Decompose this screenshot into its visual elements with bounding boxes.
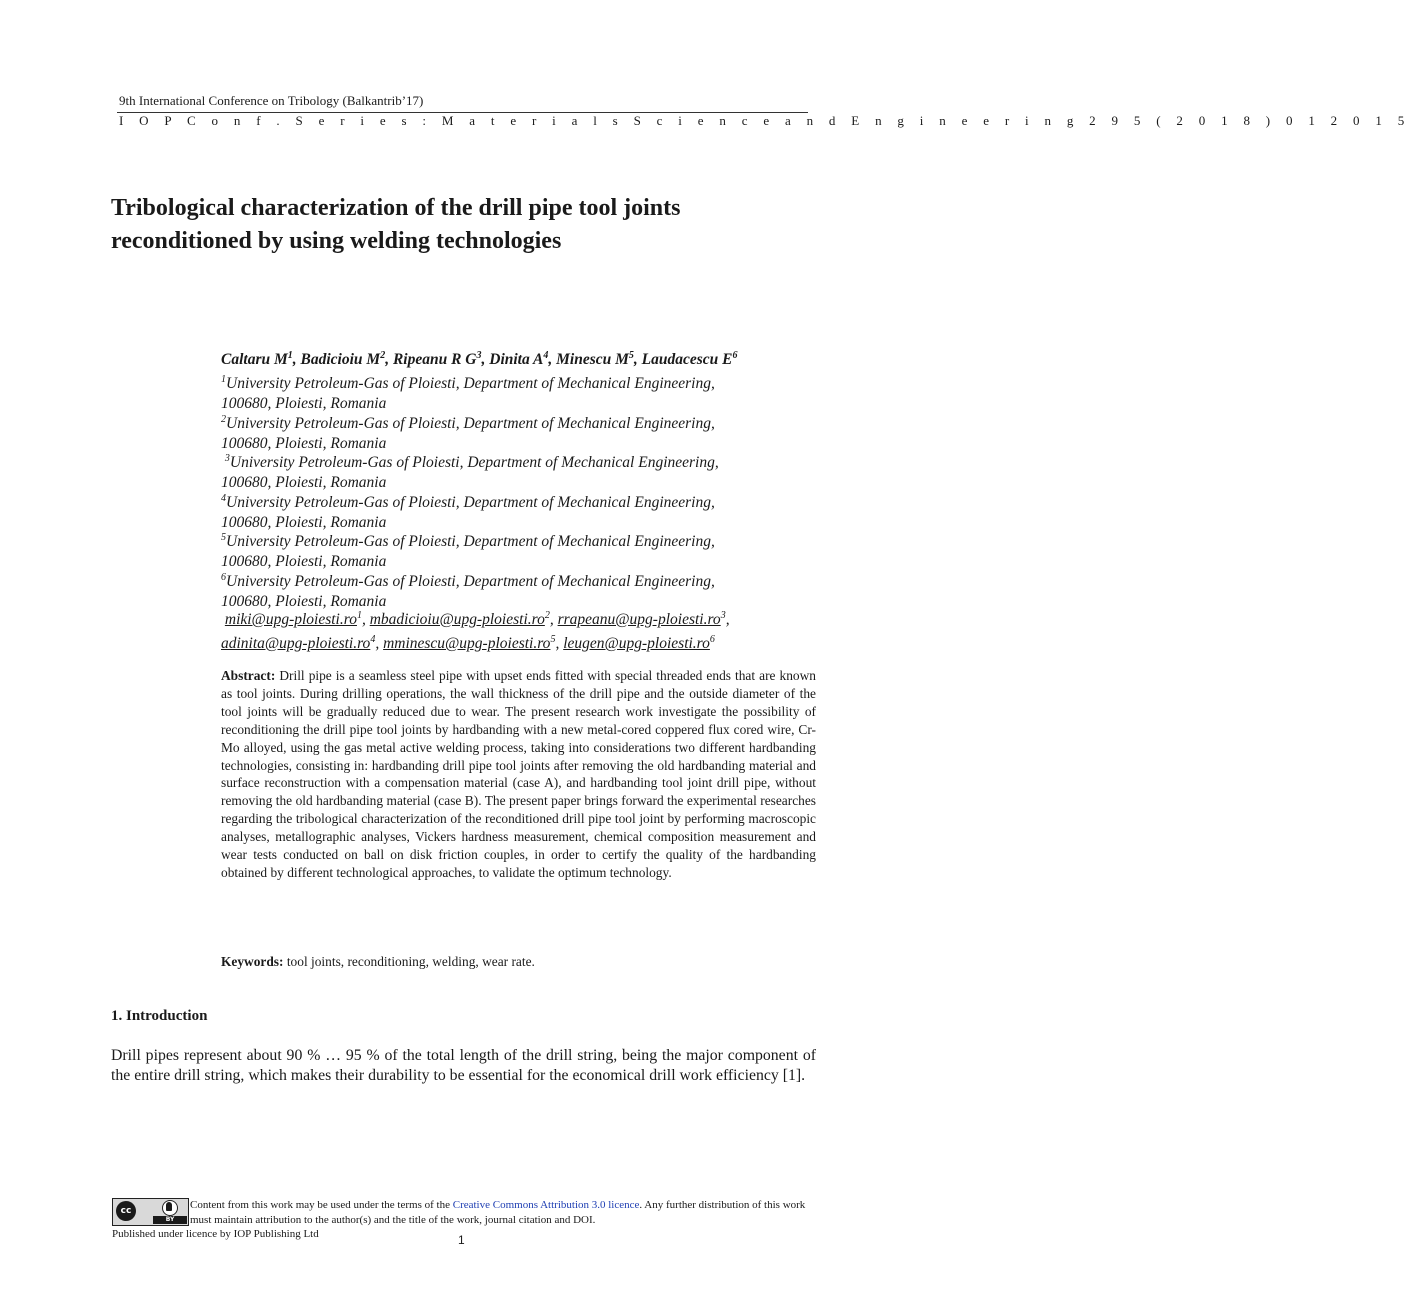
publisher-line: Published under licence by IOP Publishing Ltd <box>112 1228 319 1240</box>
author-name: Caltaru M <box>221 351 288 369</box>
email-link[interactable]: miki@upg-ploiesti.ro <box>224 611 357 629</box>
email-link[interactable]: rrapeanu@upg-ploiesti.ro <box>557 611 721 629</box>
email-link[interactable]: leugen@upg-ploiesti.ro <box>563 635 710 653</box>
author-name: Ripeanu R G <box>392 351 477 369</box>
paper-title-line-2: reconditioned by using welding technologies <box>111 228 562 254</box>
author-name: Badicioiu M <box>300 351 381 369</box>
license-link[interactable]: Creative Commons Attribution 3.0 licence <box>452 1199 640 1211</box>
keywords-text: tool joints, reconditioning, welding, wear rate. <box>283 954 535 969</box>
email-link[interactable]: adinita@upg-ploiesti.ro <box>221 635 371 653</box>
keywords-label: Keywords: <box>221 954 284 969</box>
license-notice: Content from this work may be used under the terms of the Creative Commons Attribution 3.0 licence. Any further distribution of this work must maintain attribution to the author(s) and the title of the work, journal citation and DOI. <box>190 1199 806 1226</box>
cc-by-license-badge[interactable] <box>112 1198 189 1226</box>
author-list: Caltaru $M^1$, Badicioiu $M^2$, Ripeanu R $G^3$, Dinita $A^4$, Minescu $M^5$, Laudacescu $E^6$ <box>221 350 738 369</box>
person-icon <box>166 1202 172 1211</box>
paper-title <box>111 192 811 258</box>
keywords <box>221 954 816 970</box>
author-name: Minescu M <box>556 351 629 369</box>
by-label: BY <box>153 1216 187 1224</box>
running-header-series: I O P C o n f . S e r i e s : M a t e r i a l s S c i e n c e a n d E n g i n e e r i n g 2 9 5 ( 2 0 1 8 ) 0 1 2 0 1 5 <box>119 113 1411 128</box>
affiliation-4: $^4$University Petroleum-Gas of Ploiesti, Department of Mechanical Engineering, 100680, Ploiesti, Romania <box>221 493 715 531</box>
email-link[interactable]: mminescu@upg-ploiesti.ro <box>383 635 551 653</box>
author-name: Dinita A <box>489 351 544 369</box>
affiliation-3: $^3$University Petroleum-Gas of Ploiesti, Department of Mechanical Engineering, 100680, Ploiesti, Romania <box>221 453 719 491</box>
running-header-conference: 9th International Conference on Tribology (Balkantrib’17) <box>119 93 424 108</box>
affiliation-2: $^2$University Petroleum-Gas of Ploiesti, Department of Mechanical Engineering, 100680, Ploiesti, Romania <box>221 414 715 452</box>
email-link[interactable]: mbadicioiu@upg-ploiesti.ro <box>369 611 545 629</box>
affiliation-1: $^1$University Petroleum-Gas of Ploiesti, Department of Mechanical Engineering, 100680, Ploiesti, Romania <box>221 374 715 412</box>
affiliation-5: $^5$University Petroleum-Gas of Ploiesti, Department of Mechanical Engineering, 100680, Ploiesti, Romania <box>221 532 715 570</box>
cc-icon: cc <box>116 1201 136 1221</box>
by-attribution-icon <box>153 1200 187 1224</box>
section-heading: 1. Introduction <box>111 1008 208 1024</box>
author-name: Laudacescu E <box>641 351 733 369</box>
abstract-label: Abstract: <box>221 668 276 683</box>
affiliation-6: $^6$University Petroleum-Gas of Ploiesti, Department of Mechanical Engineering, 100680, Ploiesti, Romania <box>221 572 715 610</box>
section-paragraph: Drill pipes represent about 90 % … 95 % of the total length of the drill string, being the major component of the entire drill string, which makes their durability to be essential for the economical drill work efficiency [1]. <box>111 1047 816 1084</box>
page-number: 1 <box>458 1233 465 1247</box>
abstract-text: Drill pipe is a seamless steel pipe with upset ends fitted with special threaded ends that are known as tool joints. During drilling operations, the wall thickness of the drill pipe and the outside diameter of the tool joints will be gradually reduced due to wear. The present research work investigate the possibility of reconditioning the drill pipe tool joints by hardbanding with a new metal-cored coppered flux cored wire, Cr-Mo alloyed, using the gas metal active welding process, taking into considerations two different hardbanding technologies, consisting in: hardbanding drill pipe tool joints after removing the old hardbanding material and surface reconstruction with a compensation material (case A), and hardbanding tool joint drill pipe, without removing the old hardbanding material (case B). The present paper brings forward the experimental researches regarding the tribological characterization of the reconditioned drill pipe tool joint by performing macroscopic analyses, metallographic analyses, Vickers hardness measurement, chemical composition measurement and wear tests conducted on ball on disk friction couples, in order to certify the quality of the hardbanding obtained by different technological approaches, to validate the optimum technology. <box>221 668 816 880</box>
author-emails: $miki@upg-ploiesti.ro^1$, $mbadicioiu@upg-ploiesti.ro^2$, $rrapeanu@upg-ploiesti.ro^3$, $adinita@upg-ploiesti.ro^4$, $mminescu@upg-ploiesti.ro^5$, $leugen@upg-ploiesti.ro^6$ <box>221 610 730 653</box>
paper-title-line-1: Tribological characterization of the drill pipe tool joints <box>111 195 681 221</box>
abstract <box>221 667 816 882</box>
